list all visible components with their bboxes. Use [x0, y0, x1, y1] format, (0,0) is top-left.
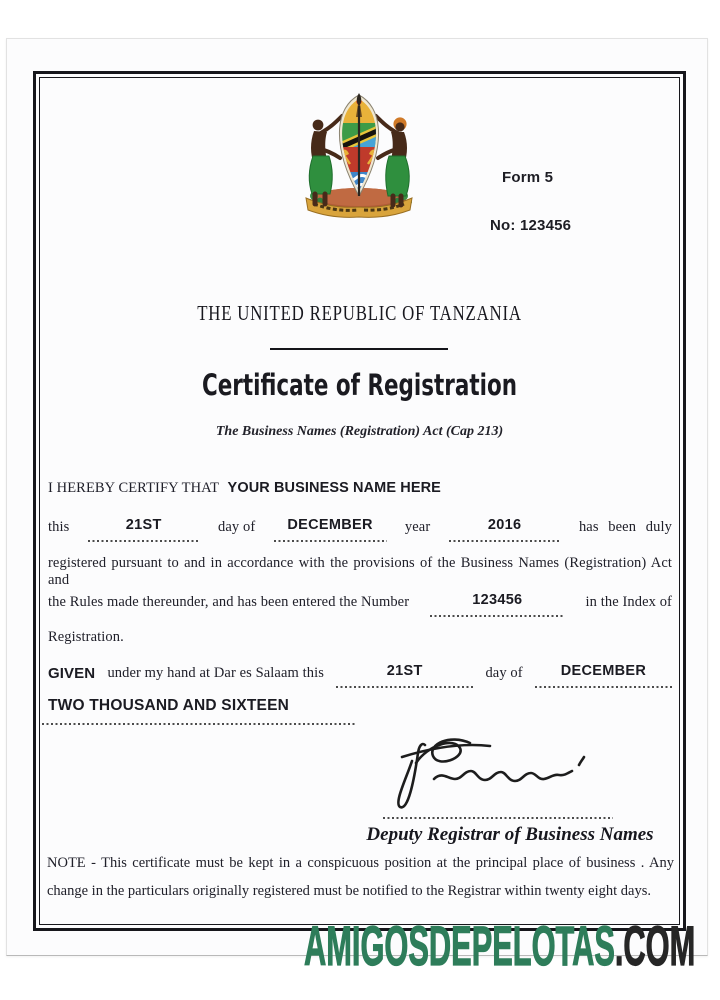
year-label: year: [404, 519, 431, 535]
watermark-tld: .COM: [614, 914, 696, 977]
certify-line: [48, 480, 672, 497]
given-month-value: DECEMBER: [560, 663, 647, 679]
certify-prefix: I HEREBY CERTIFY THAT: [48, 480, 219, 496]
watermark-name: AMIGOSDEPELOTAS: [304, 914, 615, 977]
number-suffix: in the Index of: [585, 594, 672, 610]
month-value: DECEMBER: [287, 517, 373, 533]
date-line: [48, 517, 672, 542]
provisions-line: registered pursuant to and in accordance with the provisions of the Business Names (Registration) Act and: [48, 555, 672, 588]
title-divider: [270, 348, 448, 350]
form-number-label: Form 5: [502, 169, 554, 186]
day-of-label: day of: [218, 519, 256, 535]
registration-number-field: [430, 592, 565, 617]
this-label: this: [48, 519, 70, 535]
number-line: [48, 592, 672, 617]
registration-line: Registration.: [48, 629, 124, 645]
day-value: 21ST: [125, 517, 162, 533]
watermark: [304, 914, 696, 977]
registration-number-value: 123456: [472, 592, 523, 608]
number-prefix: the Rules made thereunder, and has been entered the Number: [48, 594, 410, 610]
year-in-words-line: [42, 723, 357, 725]
given-day-field: [336, 663, 473, 688]
note-text: NOTE - This certificate must be kept in a conspicuous position at the principal place of business . Any change in the particulars originally registered must be notified to the Registrar within twenty eight days.: [47, 855, 674, 900]
year-in-words: TWO THOUSAND AND SIXTEEN: [48, 697, 290, 714]
certificate-number: No: 123456: [490, 217, 572, 234]
act-subtitle: The Business Names (Registration) Act (Cap 213): [215, 424, 504, 439]
given-line: [48, 663, 672, 688]
registrar-signature: [372, 733, 618, 815]
certificate-title: Certificate of Registration: [202, 368, 517, 402]
month-field: [274, 517, 387, 542]
given-label: GIVEN: [48, 665, 96, 682]
signature-line: [383, 817, 613, 819]
registrar-title: Deputy Registrar of Business Names: [366, 824, 654, 845]
year-field: [449, 517, 561, 542]
duly-text: has been duly: [578, 519, 672, 535]
day-field: [88, 517, 200, 542]
given-month-field: [535, 663, 672, 688]
business-name: YOUR BUSINESS NAME HERE: [227, 480, 441, 496]
given-day-value: 21ST: [386, 663, 423, 679]
tanzania-coat-of-arms-icon: [292, 92, 427, 218]
year-value: 2016: [487, 517, 522, 533]
country-title: THE UNITED REPUBLIC OF TANZANIA: [197, 301, 522, 325]
given-day-of-label: day of: [485, 665, 523, 681]
given-text: under my hand at Dar es Salaam this: [107, 665, 324, 681]
year-in-words-field: [42, 697, 357, 725]
